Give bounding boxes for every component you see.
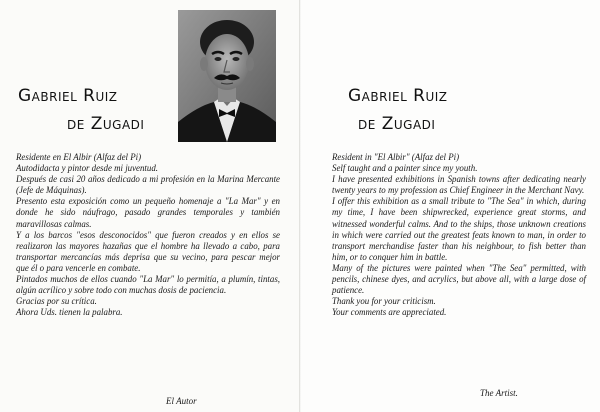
left-bio-line: Después de casi 20 años dedicado a mi profesión en la Marina Mercante (Jefe de Máquinas). <box>16 174 280 196</box>
right-bio-line: Self taught and a painter since my youth. <box>332 163 478 174</box>
right-bio-line: Many of the pictures were painted when "The Sea" permitted, with pencils, chinese dyes, and acrylics, but above all, with a large dose of patience. <box>332 262 586 296</box>
portrait-photo <box>178 10 276 142</box>
portrait-image <box>178 10 276 142</box>
left-bio-line: Pintados muchos de ellos cuando "La Mar" lo permitía, a plumín, tintas, algún acrílico y sobre todo con muchas dosis de paciencia. <box>16 274 280 296</box>
page-fold <box>299 0 301 412</box>
right-bio-line: I offer this exhibition as a small tribute to "The Sea" in which, during my time, I have been shipwrecked, experience great storms, and witnessed wonderful calms. And to the ships, those unknown creations in which were carried out the greatest feats known to man, in order to transport merchandise faster than his neighbour, to fish better than him, or to conquer him in battle. <box>332 196 586 262</box>
left-bio-line: Y a los barcos "esos desconocidos" que fueron creados y en ellos se realizaron las mayores hazañas que el hombre ha llevado a cabo, para transportar mercancías más deprisa que su vecino, para pescar mejor que él o para vencerle en combate. <box>16 229 280 273</box>
left-bio <box>16 152 280 318</box>
left-bio-line: Gracias por su crítica. <box>16 296 97 307</box>
right-name-line2: de Zugadi <box>358 114 436 134</box>
right-signature: The Artist. <box>480 388 518 398</box>
right-bio <box>332 152 586 318</box>
left-name-line2: de Zugadi <box>67 114 145 134</box>
left-signature: El Autor <box>166 396 197 406</box>
right-bio-line: Resident in "El Albir" (Alfaz del Pi) <box>332 152 460 162</box>
right-bio-line: Your comments are appreciated. <box>332 307 447 318</box>
left-bio-line: Autodidacta y pintor desde mi juventud. <box>16 163 158 174</box>
right-bio-line: I have presented exhibitions in Spanish towns after dedicating nearly twenty years to my profession as Chief Engineer in the Merchant Navy. <box>332 174 586 196</box>
left-name-line1: Gabriel Ruiz <box>18 86 118 106</box>
left-bio-line: Ahora Uds. tienen la palabra. <box>16 307 123 318</box>
left-bio-line: Residente en El Albir (Alfaz del Pi) <box>16 152 142 162</box>
right-bio-line: Thank you for your criticism. <box>332 296 436 307</box>
right-name-line1: Gabriel Ruiz <box>348 86 448 106</box>
left-bio-line: Presento esta exposición como un pequeño homenaje a "La Mar" y en donde he sido náufrago, pasado grandes temporales y también maravillosas calmas. <box>16 196 280 229</box>
